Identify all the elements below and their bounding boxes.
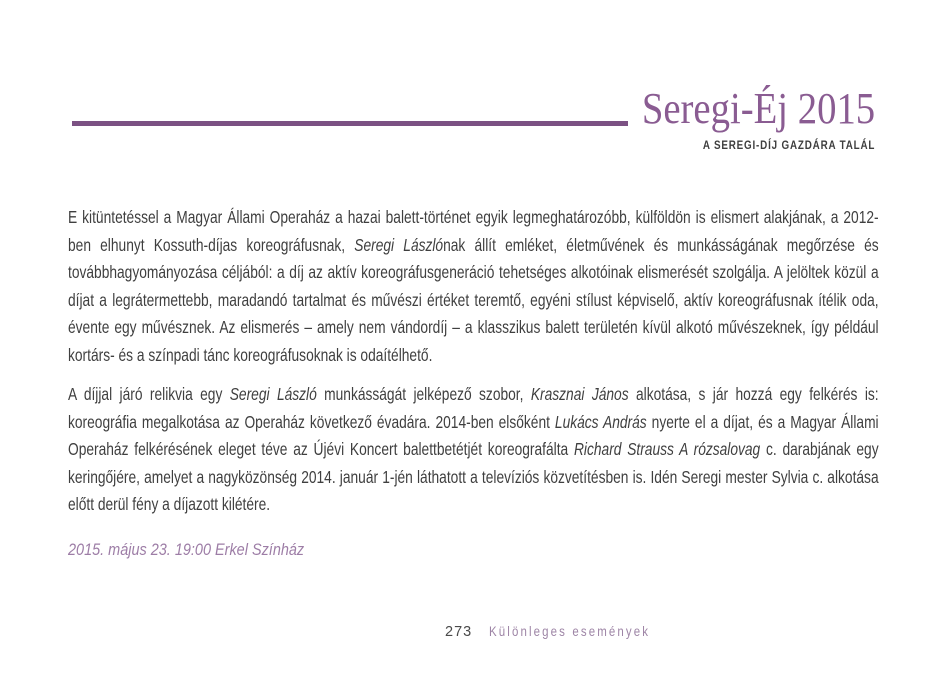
body-copy bbox=[68, 204, 879, 519]
title-rule-line bbox=[72, 121, 628, 126]
page-title: Seregi-Éj 2015 bbox=[641, 84, 875, 133]
page-subtitle: A SEREGI-DÍJ GAZDÁRA TALÁL bbox=[702, 138, 875, 152]
footer-page-number: 273 bbox=[445, 624, 473, 640]
page-footer bbox=[445, 624, 679, 640]
footer-section-label: Különleges események bbox=[489, 624, 651, 639]
event-datetime-venue: 2015. május 23. 19:00 Erkel Színház bbox=[68, 540, 305, 559]
body-paragraph: A díjjal járó relikvia egy Seregi László munkásságát jelképező szobor, Krasznai János alkotása, s jár hozzá egy felkérés is: koreográfia megalkotása az Operaház következő évadára. 2014-ben elsőként Lukács András nyerte el a díjat, és a Magyar Állami Operaház felkérésének eleget téve az Újévi Koncert balettbetétjét koreografálta Richard Strauss A rózsalovag c. darabjának egy keringőjére, amelyet a nagyközönség 2014. január 1-jén láthatott a televíziós közvetítésben is. Idén Seregi mester Sylvia c. alkotása előtt derül fény a díjazott kilétére. bbox=[68, 384, 879, 514]
body-paragraph: E kitüntetéssel a Magyar Állami Operaház a hazai balett-történet egyik legmeghatározóbb, külföldön is elismert alakjának, a 2012-ben elhunyt Kossuth-díjas koreográfusnak, Seregi Lászlónak állít emléket, életművének és munkásságának megőrzése és továbbhagyományozása céljából: a díj az aktív koreográfusgeneráció tehetséges alkotóinak elismerését szolgálja. A jelöltek közül a díjat a legrátermettebb, maradandó tartalmat és művészi értéket teremtő, egyéni stílust képviselő, aktív koreográfusnak ítélik oda, évente egy művésznek. Az elismerés – amely nem vándordíj – a klasszikus balett területén kívül alkotó művészeknek, így például kortárs- és a színpadi tánc koreográfusoknak is odaítélhető. bbox=[68, 207, 879, 365]
